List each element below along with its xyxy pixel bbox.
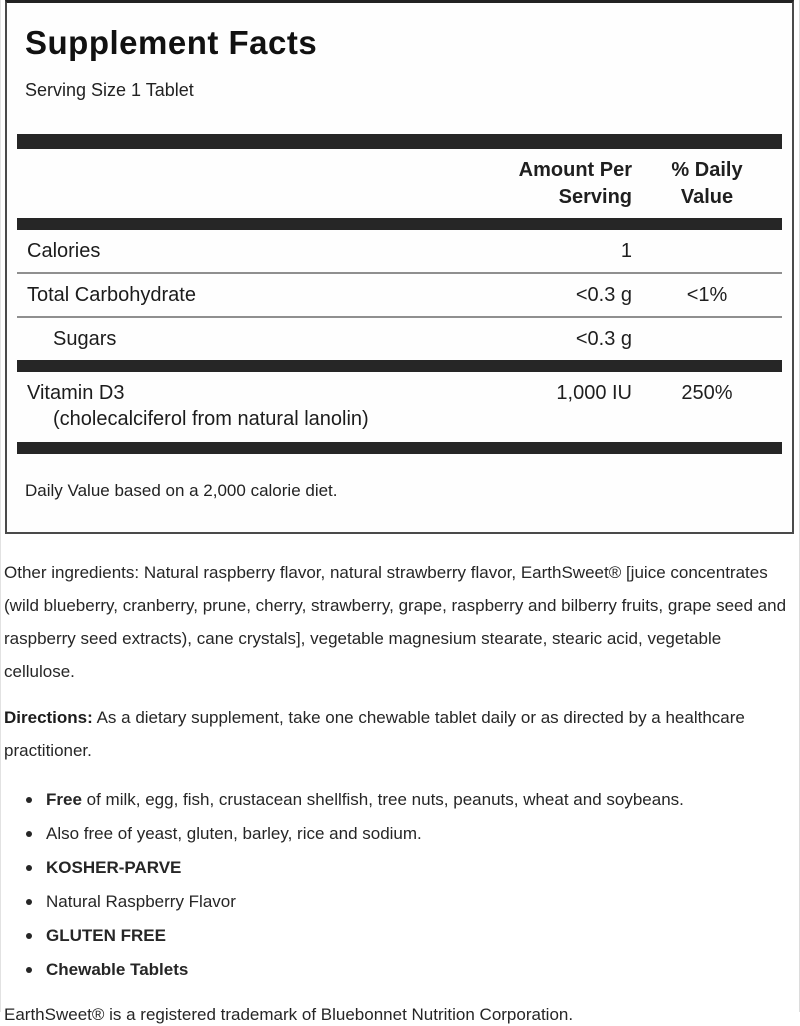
daily-value-header-label: % Daily Value xyxy=(671,159,743,208)
bullet-bold-text: GLUTEN FREE xyxy=(46,926,166,945)
divider-bar-header xyxy=(17,218,782,230)
nutrient-daily-value xyxy=(632,238,782,264)
directions-text: As a dietary supplement, take one chewable tablet daily or as directed by a healthcare practitioner. xyxy=(4,708,745,760)
nutrient-daily-value: <1% xyxy=(686,284,728,306)
daily-value-footnote: Daily Value based on a 2,000 calorie diet. xyxy=(25,481,338,500)
bullet-item-gluten-free xyxy=(26,925,791,947)
label-details-section xyxy=(1,556,799,1026)
bullet-item-chewable-tablets xyxy=(26,959,791,981)
bullet-item-natural-flavor xyxy=(26,891,791,913)
nutrient-name: Vitamin D3 xyxy=(27,382,125,404)
directions-paragraph xyxy=(4,701,791,767)
column-header-amount-per-serving xyxy=(472,157,632,211)
column-header-percent-daily-value xyxy=(632,157,782,211)
bullet-dot-icon xyxy=(26,933,32,939)
bullet-dot-icon xyxy=(26,831,32,837)
nutrient-amount: <0.3 g xyxy=(575,284,632,306)
nutrient-row-vitamin-d3 xyxy=(17,372,782,442)
facts-table xyxy=(17,134,782,454)
supplement-facts-title: Supplement Facts xyxy=(25,24,318,61)
facts-table-header xyxy=(17,149,782,218)
bullet-dot-icon xyxy=(26,865,32,871)
bullet-item-kosher-parve xyxy=(26,857,791,879)
supplement-facts-panel xyxy=(5,0,794,534)
nutrient-row-sugars xyxy=(17,318,782,360)
nutrient-name-block xyxy=(17,380,472,432)
header-spacer xyxy=(17,157,472,211)
bullet-text: of milk, egg, fish, crustacean shellfish, tree nuts, peanuts, wheat and soybeans. xyxy=(81,790,684,809)
bullet-dot-icon xyxy=(26,899,32,905)
nutrient-name: Calories xyxy=(27,240,101,262)
nutrient-amount: 1,000 IU xyxy=(556,382,632,404)
nutrient-amount: 1 xyxy=(620,240,632,262)
nutrient-source-note: (cholecalciferol from natural lanolin) xyxy=(53,408,369,430)
amount-header-label: Amount Per Serving xyxy=(518,159,632,208)
nutrient-name: Total Carbohydrate xyxy=(27,284,196,306)
nutrient-name: Sugars xyxy=(53,328,117,350)
bullet-bold-text: KOSHER-PARVE xyxy=(46,858,182,877)
nutrient-amount: <0.3 g xyxy=(575,328,632,350)
bullet-bold-text: Chewable Tablets xyxy=(46,960,189,979)
bullet-dot-icon xyxy=(26,967,32,973)
other-ingredients-paragraph: Other ingredients: Natural raspberry flavor, natural strawberry flavor, EarthSweet® [juice concentrates (wild blueberry, cranberry, prune, cherry, strawberry, grape, raspberry and bilberry fruits, grape seed and raspberry seed extracts), cane crystals], vegetable magnesium stearate, stearic acid, vegetable cellulose. xyxy=(4,563,787,681)
nutrient-daily-value xyxy=(632,326,782,352)
nutrient-daily-value: 250% xyxy=(681,382,733,404)
bullet-text: Also free of yeast, gluten, barley, rice and sodium. xyxy=(46,824,422,843)
divider-bar-mid xyxy=(17,360,782,372)
bullet-dot-icon xyxy=(26,797,32,803)
bullet-item-allergen-free xyxy=(26,789,791,811)
nutrient-row-calories xyxy=(17,230,782,274)
bullet-item-also-free xyxy=(26,823,791,845)
feature-bullet-list xyxy=(4,789,791,981)
divider-bar-bottom xyxy=(17,442,782,454)
bullet-bold-text: Free xyxy=(46,790,82,809)
trademark-note: EarthSweet® is a registered trademark of Bluebonnet Nutrition Corporation. xyxy=(4,1005,574,1024)
divider-bar-top xyxy=(17,134,782,149)
directions-label: Directions: xyxy=(4,708,93,727)
serving-size-text: Serving Size 1 Tablet xyxy=(25,80,194,100)
nutrient-row-total-carbohydrate xyxy=(17,274,782,318)
bullet-text: Natural Raspberry Flavor xyxy=(46,892,236,911)
